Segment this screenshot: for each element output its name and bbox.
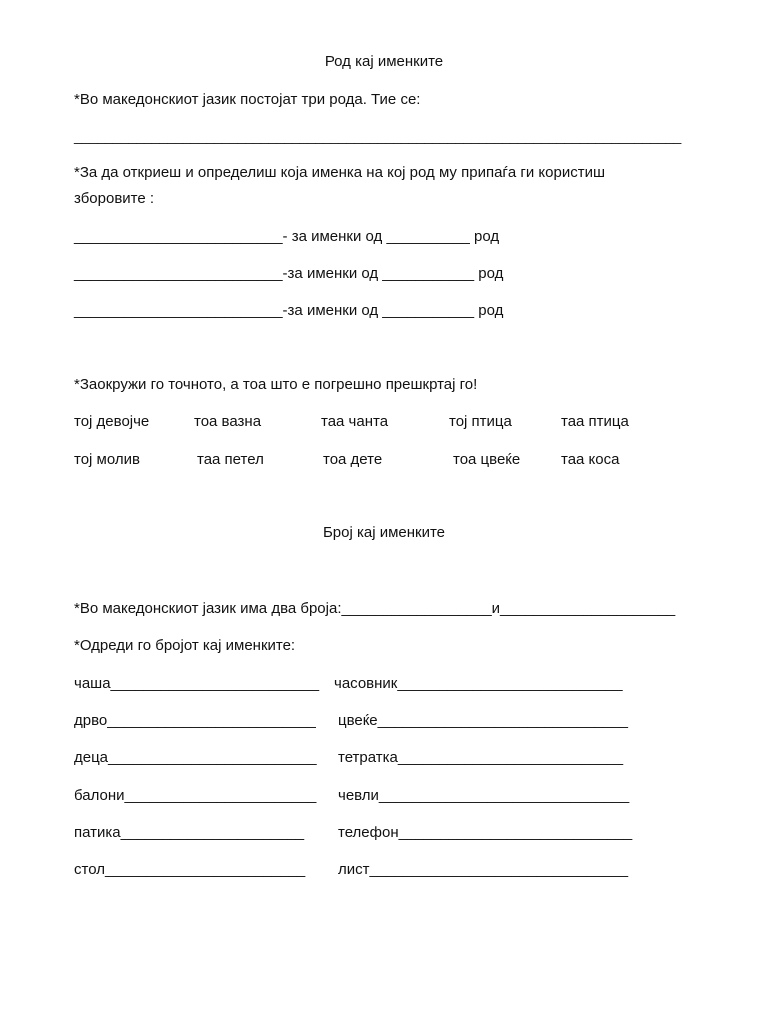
question-circle-correct: *Заокружи го точното, а тоа што е погрешно прешкртај го! <box>74 376 478 393</box>
option-row2-5: таа коса <box>561 451 620 468</box>
question-numbers: *Во македонскиот јазик има два броја:__________________и_____________________ <box>74 600 676 617</box>
option-row1-2: тоа вазна <box>194 413 262 430</box>
word-left-1: чаша_________________________ <box>74 675 320 692</box>
option-row1-5: таа птица <box>561 413 629 430</box>
fill-line-3: _________________________-за именки од ___________ род <box>74 302 504 319</box>
word-left-5: патика______________________ <box>74 824 305 841</box>
question-words-line2: зборовите : <box>74 190 155 207</box>
option-row2-1: тој молив <box>74 451 140 468</box>
section-title-gender: Род кај именките <box>324 53 444 70</box>
word-right-1: часовник___________________________ <box>334 675 623 692</box>
answer-blank-genders: ______________________________________________________________________________ <box>74 128 682 144</box>
word-right-5: телефон____________________________ <box>338 824 633 841</box>
fill-line-2: _________________________-за именки од ___________ род <box>74 265 504 282</box>
question-genders: *Во македонскиот јазик постојат три рода. Тие се: <box>74 91 421 108</box>
question-words-line1: *За да откриеш и определиш која именка на кој род му припаѓа ги користиш <box>74 164 605 181</box>
word-right-2: цвеќе______________________________ <box>338 712 628 729</box>
option-row1-3: таа чанта <box>321 413 389 430</box>
word-left-4: балони_______________________ <box>74 787 317 804</box>
option-row1-1: тој девојче <box>74 413 150 430</box>
section-title-number: Број кај именките <box>322 524 446 541</box>
word-right-6: лист_______________________________ <box>338 861 629 878</box>
fill-line-1: _________________________- за именки од __________ род <box>74 228 500 245</box>
word-left-6: стол________________________ <box>74 861 306 878</box>
option-row2-4: тоа цвеќе <box>453 451 521 468</box>
option-row1-4: тој птица <box>449 413 512 430</box>
word-left-2: дрво_________________________ <box>74 712 316 729</box>
word-right-4: чевли______________________________ <box>338 787 630 804</box>
option-row2-2: таа петел <box>197 451 264 468</box>
option-row2-3: тоа дете <box>323 451 383 468</box>
word-left-3: деца_________________________ <box>74 749 317 766</box>
question-determine-number: *Одреди го бројот кај именките: <box>74 637 296 654</box>
word-right-3: тетратка___________________________ <box>338 749 624 766</box>
